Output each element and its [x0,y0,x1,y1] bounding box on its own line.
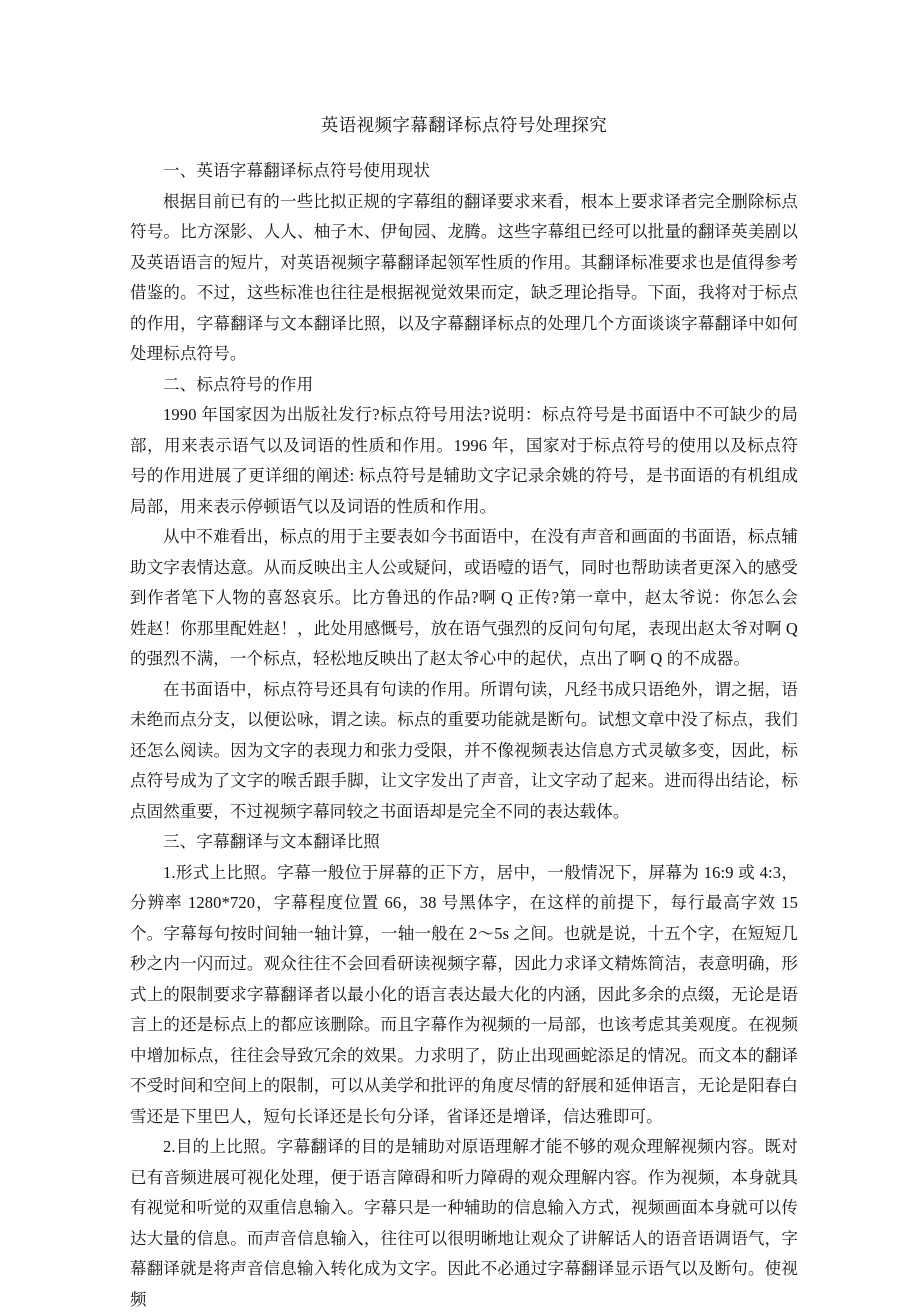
body-paragraph: 1990 年国家因为出版社发行?标点符号用法?说明：标点符号是书面语中不可缺少的局部，用来表示语气以及词语的性质和作用。1996 年，国家对于标点符号的使用以及标点符号的作用进展了更详细的阐述: 标点符号是辅助文字记录余姚的符号，是书面语的有机组成局部，用来表示停顿语气以及词语的性质和作用。 [130,405,798,516]
body-paragraph: 从中不难看出，标点的用于主要表如今书面语中，在没有声音和画面的书面语，标点辅助文字表情达意。从而反映出主人公或疑问，或语噎的语气，同时也帮助读者更深入的感受到作者笔下人物的喜怒哀乐。比方鲁迅的作品?啊 Q 正传?第一章中，赵太爷说：你怎么会姓赵！你那里配姓赵！，此处用感慨号，放在语气强烈的反问句句尾，表现出赵太爷对啊 Q 的强烈不满，一个标点，轻松地反映出了赵太爷心中的起伏，点出了啊 Q 的不成器。 [130,527,798,668]
section-heading: 一、英语字幕翻译标点符号使用现状 [163,161,431,180]
section-heading: 三、字幕翻译与文本翻译比照 [163,832,381,851]
section-heading: 二、标点符号的作用 [163,374,314,394]
body-paragraph: 2.目的上比照。字幕翻译的目的是辅助对原语理解才能不够的观众理解视频内容。既对已有音频进展可视化处理，便于语言障碍和听力障碍的观众理解内容。作为视频，本身就具有视觉和听觉的双重信息输入。字幕只是一种辅助的信息输入方式，视频画面本身就可以传达大量的信息。而声音信息输入，往往可以很明晰地让观众了讲解话人的语音语调语气，字幕翻译就是将声音信息输入转化成为文字。因此不必通过字幕翻译显示语气以及断句。使视频 [130,1137,798,1309]
body-paragraph: 在书面语中，标点符号还具有句读的作用。所谓句读，凡经书成只语绝外，谓之据，语未绝而点分支，以便讼咏，谓之读。标点的重要功能就是断句。试想文章中没了标点，我们还怎么阅读。因为文字的表现力和张力受限，并不像视频表达信息方式灵敏多变，因此，标点符号成为了文字的喉舌跟手脚，让文字发出了声音，让文字动了起来。进而得出结论，标点固然重要，不过视频字幕同较之书面语却是完全不同的表达载体。 [130,679,798,821]
page-title: 英语视频字幕翻译标点符号处理探究 [320,115,608,135]
body-paragraph: 1.形式上比照。字幕一般位于屏幕的正下方，居中，一般情况下，屏幕为 16:9 或 4:3，分辨率 1280*720，字幕程度位置 66，38 号黑体字，在这样的前提下，每行最高字效 15 个。字幕每句按时间轴一轴计算，一轴一般在 2～5s 之间。也就是说，十五个字，在短短几秒之内一闪而过。观众往往不会回看研读视频字幕，因此力求译文精炼简洁，表意明确，形式上的限制要求字幕翻译者以最小化的语言表达最大化的内涵，因此多余的点缀，无论是语言上的还是标点上的都应该删除。而且字幕作为视频的一局部，也该考虑其美观度。在视频中增加标点，往往会导致冗余的效果。力求明了，防止出现画蛇添足的情况。而文本的翻译不受时间和空间上的限制，可以从美学和批评的角度尽情的舒展和延伸语言，无论是阳春白雪还是下里巴人，短句长译还是长句分译，省译还是增译，信达雅即可。 [130,862,798,1126]
body-paragraph: 根据目前已有的一些比拟正规的字幕组的翻译要求来看，根本上要求译者完全删除标点符号。比方深影、人人、柚子木、伊甸园、龙腾。这些字幕组已经可以批量的翻译英美剧以及英语语言的短片，对英语视频字幕翻译起领军性质的作用。其翻译标准要求也是值得参考借鉴的。不过，这些标准也往往是根据视觉效果而定，缺乏理论指导。下面，我将对于标点的作用，字幕翻译与文本翻译比照，以及字幕翻译标点的处理几个方面谈谈字幕翻译中如何处理标点符号。 [130,191,798,363]
document-body [130,156,798,1315]
